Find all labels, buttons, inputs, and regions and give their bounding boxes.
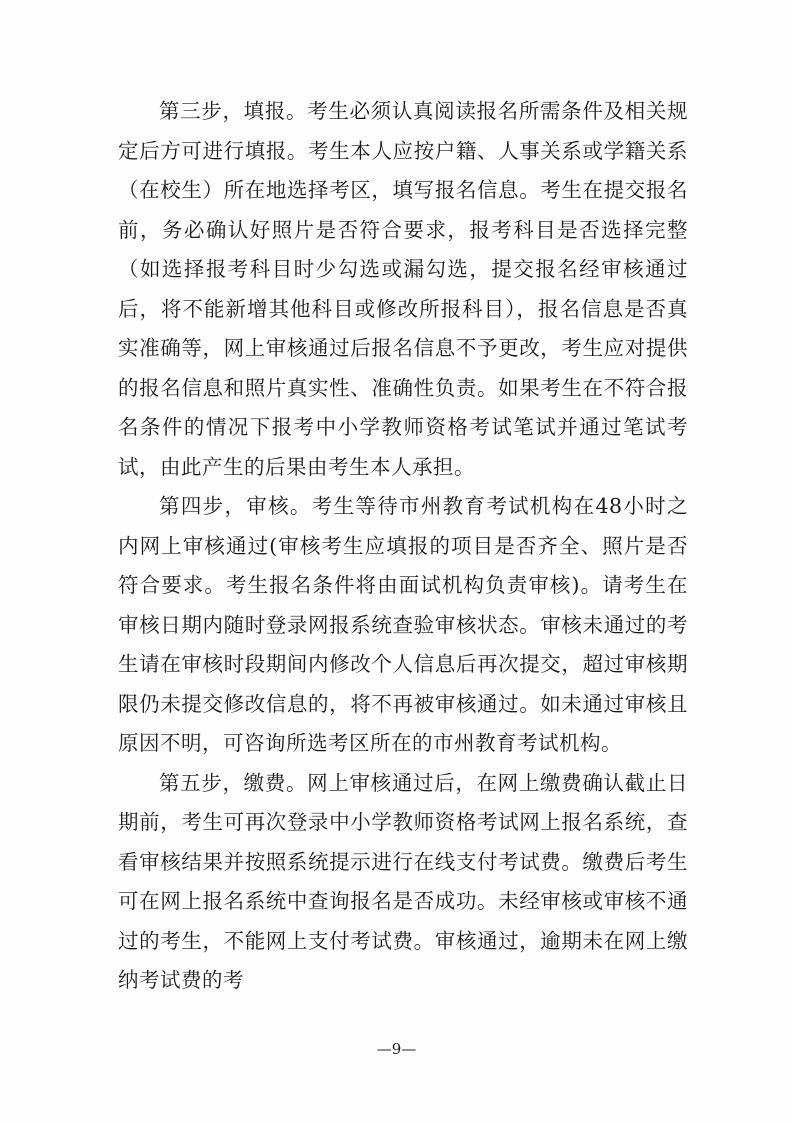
paragraph-step-four: 第四步，审核。考生等待市州教育考试机构在48小时之内网上审核通过(审核考生应填报的项目是否齐全、照片是否符合要求。考生报名条件将由面试机构负责审核)。请考生在审核日期内随时登录网报系统查验审核状态。审核未通过的考生请在审核时段期间内修改个人信息后再次提交，超过审核期限仍未提交修改信息的，将不再被审核通过。如未通过审核且原因不明，可咨询所选考区所在的市州教育考试机构。 bbox=[118, 494, 688, 755]
paragraph-step-five: 第五步，缴费。网上审核通过后，在网上缴费确认截止日期前，考生可再次登录中小学教师资格考试网上报名系统，查看审核结果并按照系统提示进行在线支付考试费。缴费后考生可在网上报名系统中查询报名是否成功。未经审核或审核不通过的考生，不能网上支付考试费。审核通过，逾期未在网上缴纳考试费的考 bbox=[118, 770, 688, 992]
page-number: —9— bbox=[376, 1040, 417, 1058]
document-body bbox=[118, 92, 688, 1001]
paragraph-step-three: 第三步，填报。考生必须认真阅读报名所需条件及相关规定后方可进行填报。考生本人应按户籍、人事关系或学籍关系（在校生）所在地选择考区，填写报名信息。考生在提交报名前，务必确认好照片是否符合要求，报考科目是否选择完整（如选择报考科目时少勾选或漏勾选，提交报名经审核通过后，将不能新增其他科目或修改所报科目），报名信息是否真实准确等，网上审核通过后报名信息不予更改，考生应对提供的报名信息和照片真实性、准确性负责。如果考生在不符合报名条件的情况下报考中小学教师资格考试笔试并通过笔试考试，由此产生的后果由考生本人承担。 bbox=[118, 99, 688, 479]
